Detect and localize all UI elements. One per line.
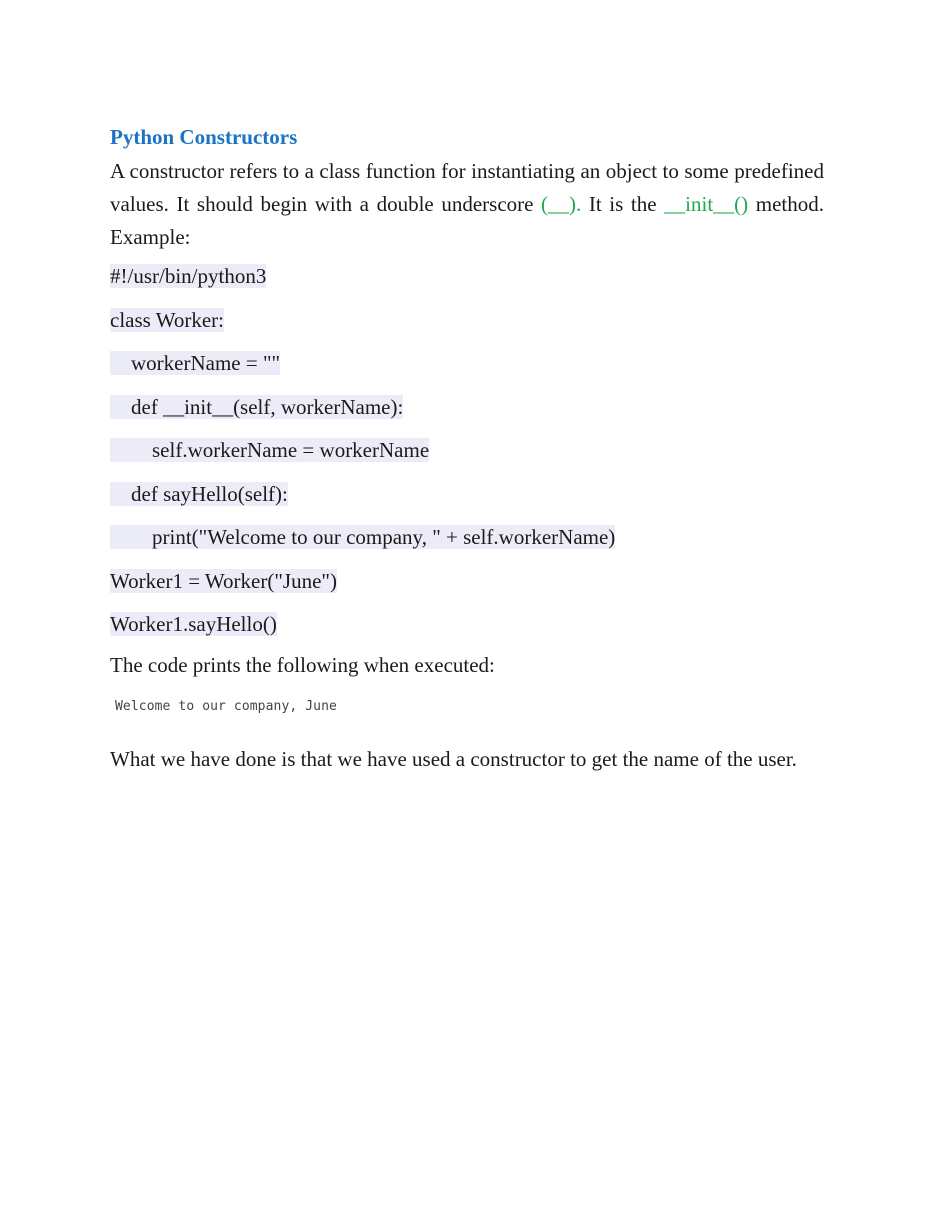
output-intro-text: The code prints the following when executed: bbox=[110, 652, 495, 677]
intro-text-1: A constructor refers to a class function for instantiating an object to some predefined values. It should begin with a double underscore bbox=[110, 159, 824, 216]
code-line: self.workerName = workerName bbox=[110, 438, 430, 462]
console-output-image: Welcome to our company, June bbox=[115, 698, 337, 714]
underscore-highlight: (__). bbox=[541, 192, 582, 216]
init-method-highlight: __init__() bbox=[664, 192, 749, 216]
section-heading: Python Constructors bbox=[110, 125, 298, 149]
code-line: Worker1.sayHello() bbox=[110, 612, 277, 636]
document-page bbox=[110, 122, 824, 797]
intro-paragraph bbox=[110, 155, 824, 254]
code-line: def sayHello(self): bbox=[110, 481, 288, 506]
code-line: #!/usr/bin/python3 bbox=[110, 264, 267, 288]
code-line: def __init__(self, workerName): bbox=[110, 394, 404, 419]
code-block bbox=[110, 264, 824, 637]
code-line: workerName = "" bbox=[110, 351, 281, 375]
code-line: class Worker: bbox=[110, 307, 224, 332]
intro-text-3: method. Example: bbox=[110, 192, 824, 249]
code-line: print("Welcome to our company, " + self.workerName) bbox=[110, 525, 616, 549]
code-line: Worker1 = Worker("June") bbox=[110, 568, 337, 593]
intro-text-2: It is the bbox=[581, 192, 665, 216]
closing-paragraph: What we have done is that we have used a constructor to get the name of the user. bbox=[110, 746, 797, 771]
